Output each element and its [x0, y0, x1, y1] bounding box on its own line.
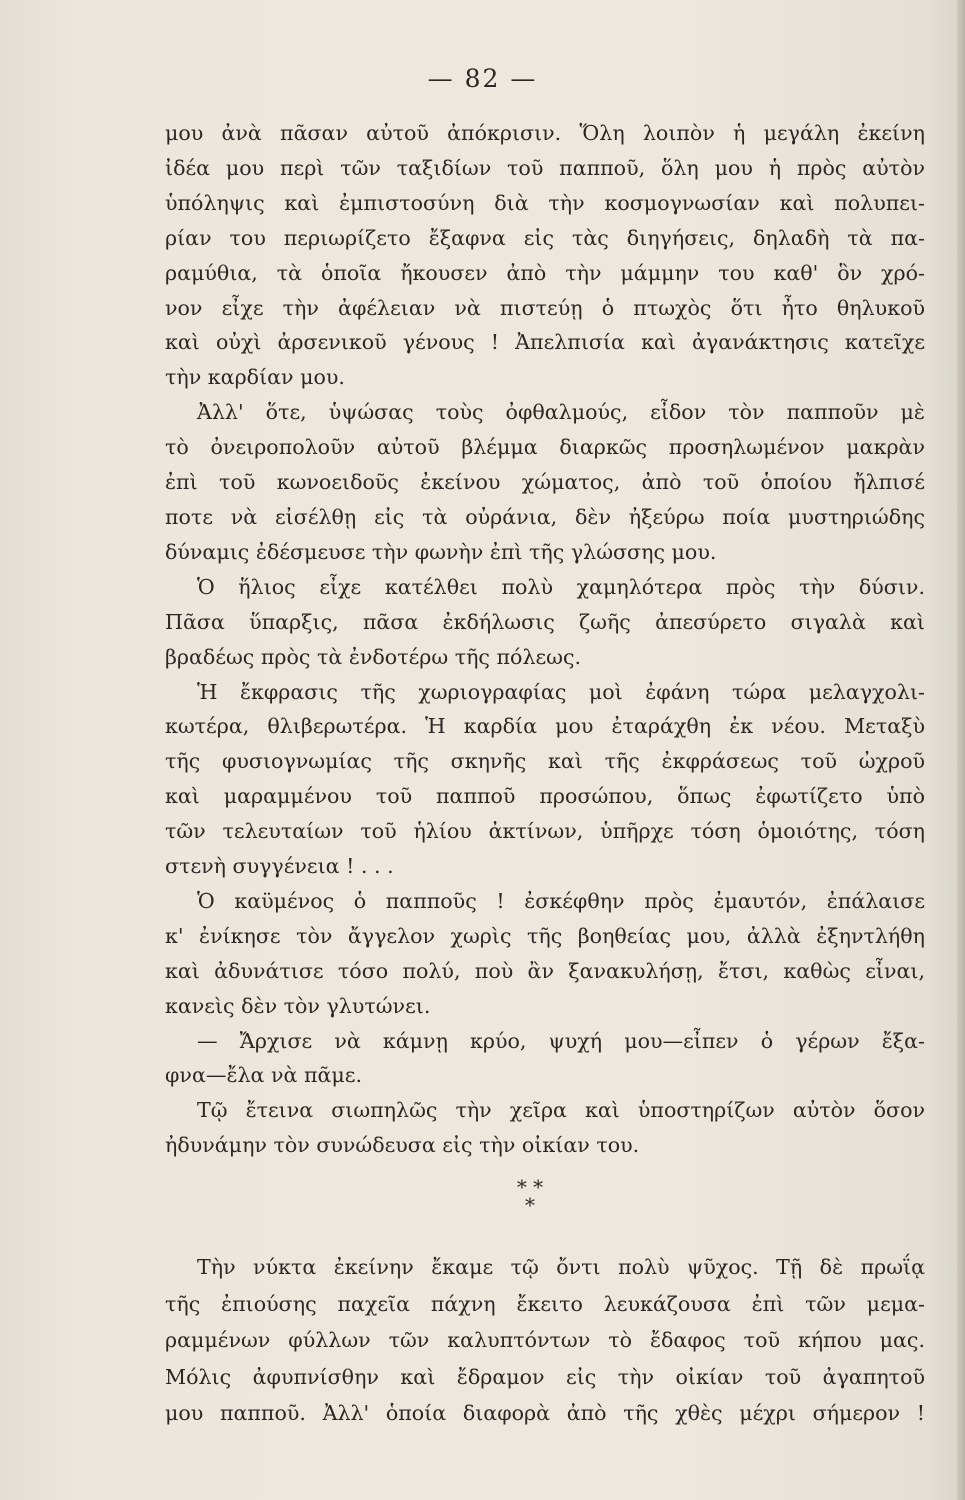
body-text	[165, 116, 925, 1163]
text-line: ὑπόληψις καὶ ἐμπιστοσύνη διὰ τὴν κοσμογνωσίαν καὶ πολυπει-	[165, 190, 925, 215]
text-line: τὸ ὀνειροπολοῦν αὐτοῦ βλέμμα διαρκῶς προσηλωμένον μακρὰν	[165, 435, 925, 460]
text-line: Πᾶσα ὕπαρξις, πᾶσα ἐκδήλωσις ζωῆς ἀπεσύρετο σιγαλὰ καὶ	[165, 609, 925, 634]
body-text-continued	[165, 1249, 925, 1432]
text-line: κωτέρα, θλιβερωτέρα. Ἡ καρδία μου ἐταράχθη ἐκ νέου. Μεταξὺ	[165, 714, 925, 739]
text-line: κ' ἐνίκησε τὸν ἄγγελον χωρὶς τῆς βοηθείας μου, ἀλλὰ ἐξηντλήθη	[165, 923, 925, 948]
text-line: Τὴν νύκτα ἐκείνην ἔκαμε τῷ ὄντι πολὺ ψῦχος. Τῇ δὲ πρωΐᾳ	[197, 1255, 925, 1279]
text-line: ραμμένων φύλλων τῶν καλυπτόντων τὸ ἔδαφος τοῦ κήπου μας.	[165, 1328, 925, 1352]
text-line: Τῷ ἔτεινα σιωπηλῶς τὴν χεῖρα καὶ ὑποστηρίζων αὐτὸν ὅσον	[197, 1098, 925, 1123]
text-line: μου παπποῦ. Ἀλλ' ὁποία διαφορὰ ἀπὸ τῆς χθὲς μέχρι σήμερον !	[165, 1401, 925, 1425]
text-line: φνα—ἔλα νὰ πᾶμε.	[165, 1063, 363, 1088]
section-break-asterism	[0, 1175, 965, 1217]
page-number: — 82 —	[427, 64, 538, 93]
text-line: — Ἄρχισε νὰ κάμνῃ κρύο, ψυχή μου—εἶπεν ὁ γέρων ἔξα-	[197, 1028, 925, 1053]
text-line: ἐπὶ τοῦ κωνοειδοῦς ἐκείνου χώματος, ἀπὸ τοῦ ὁποίου ἤλπισέ	[165, 470, 925, 495]
asterism-bottom: *	[525, 1193, 535, 1217]
text-line: τῆς ἐπιούσης παχεῖα πάχνη ἔκειτο λευκάζουσα ἐπὶ τῶν μεμα-	[165, 1291, 925, 1316]
text-line: νον εἶχε τὴν ἀφέλειαν νὰ πιστεύῃ ὁ πτωχὸς ὅτι ἦτο θηλυκοῦ	[165, 295, 925, 320]
text-line: ἰδέα μου περὶ τῶν ταξιδίων τοῦ παπποῦ, ὅλη μου ἡ πρὸς αὐτὸν	[165, 155, 925, 180]
text-line: καὶ οὐχὶ ἀρσενικοῦ γένους ! Ἀπελπισία καὶ ἀγανάκτησις κατεῖχε	[165, 330, 925, 355]
text-line: Ὁ ἥλιος εἶχε κατέλθει πολὺ χαμηλότερα πρὸς τὴν δύσιν.	[197, 574, 925, 599]
text-line: καὶ μαραμμένου τοῦ παπποῦ προσώπου, ὅπως ἐφωτίζετο ὑπὸ	[165, 784, 925, 809]
text-line: κανεὶς δὲν τὸν γλυτώνει.	[165, 993, 431, 1018]
page-edge	[957, 0, 965, 1500]
text-line: στενὴ συγγένεια ! . . .	[165, 854, 394, 879]
text-line: τῶν τελευταίων τοῦ ἡλίου ἀκτίνων, ὑπῆρχε τόση ὁμοιότης, τόση	[165, 819, 925, 844]
text-line: τὴν καρδίαν μου.	[165, 365, 345, 390]
text-line: τῆς φυσιογνωμίας τῆς σκηνῆς καὶ τῆς ἐκφράσεως τοῦ ὠχροῦ	[165, 749, 925, 774]
asterism-top: * *	[516, 1175, 544, 1199]
text-line: ἠδυνάμην τὸν συνώδευσα εἰς τὴν οἰκίαν του.	[165, 1133, 640, 1158]
text-line: Ἀλλ' ὅτε, ὑψώσας τοὺς ὀφθαλμούς, εἶδον τὸν παπποῦν μὲ	[197, 400, 925, 425]
text-line: καὶ ἀδυνάτισε τόσο πολύ, ποὺ ἂν ξανακυλήσῃ, ἔτσι, καθὼς εἶναι,	[165, 958, 925, 983]
text-line: ραμύθια, τὰ ὁποῖα ἤκουσεν ἀπὸ τὴν μάμμην του καθ' ὃν χρό-	[165, 260, 925, 285]
text-line: ποτε νὰ εἰσέλθῃ εἰς τὰ οὐράνια, δὲν ἠξεύρω ποία μυστηριώδης	[165, 504, 925, 529]
text-line: μου ἀνὰ πᾶσαν αὐτοῦ ἀπόκρισιν. Ὅλη λοιπὸν ἡ μεγάλη ἐκείνη	[165, 121, 925, 145]
text-line: βραδέως πρὸς τὰ ἐνδοτέρω τῆς πόλεως.	[165, 644, 582, 669]
text-line: Ὁ καϋμένος ὁ παπποῦς ! ἐσκέφθην πρὸς ἐμαυτόν, ἐπάλαισε	[197, 888, 925, 913]
text-line: Μόλις ἀφυπνίσθην καὶ ἔδραμον εἰς τὴν οἰκίαν τοῦ ἀγαπητοῦ	[165, 1364, 925, 1389]
text-line: Ἡ ἔκφρασις τῆς χωριογραφίας μοὶ ἐφάνη τώρα μελαγχολι-	[197, 679, 925, 704]
text-line: ρίαν του περιωρίζετο ἔξαφνα εἰς τὰς διηγήσεις, δηλαδὴ τὰ πα-	[165, 225, 925, 250]
text-line: δύναμις ἐδέσμευσε τὴν φωνὴν ἐπὶ τῆς γλώσσης μου.	[165, 539, 717, 564]
